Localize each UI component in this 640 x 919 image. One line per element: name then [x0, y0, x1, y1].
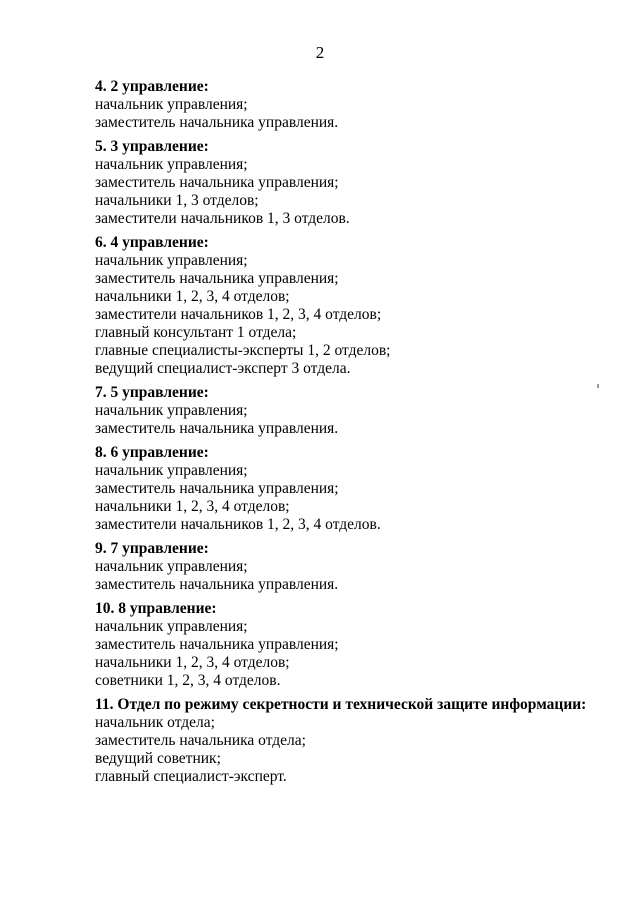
- section-9: [95, 540, 615, 594]
- section-heading: 7. 5 управление:: [95, 384, 209, 401]
- scan-mark: [597, 384, 599, 388]
- section-10: [95, 600, 615, 690]
- section-11: [95, 696, 615, 786]
- list-item: начальник управления;: [95, 96, 248, 113]
- page-number: 2: [315, 43, 325, 62]
- list-item: начальники 1, 3 отделов;: [95, 192, 259, 209]
- list-item: заместители начальников 1, 2, 3, 4 отделов;: [95, 306, 382, 323]
- list-item: начальник управления;: [95, 462, 248, 479]
- list-item: начальник управления;: [95, 402, 248, 419]
- list-item: заместители начальников 1, 3 отделов.: [95, 210, 350, 227]
- list-item: заместитель начальника управления;: [95, 174, 339, 191]
- section-heading: 10. 8 управление:: [95, 600, 217, 617]
- list-item: заместитель начальника управления.: [95, 114, 339, 131]
- list-item: заместитель начальника управления;: [95, 480, 339, 497]
- list-item: заместитель начальника управления.: [95, 576, 339, 593]
- list-item: главный консультант 1 отдела;: [95, 324, 297, 341]
- list-item: начальник управления;: [95, 558, 248, 575]
- list-item: ведущий специалист-эксперт 3 отдела.: [95, 360, 351, 377]
- section-heading: 5. 3 управление:: [95, 138, 209, 155]
- section-heading: 8. 6 управление:: [95, 444, 209, 461]
- list-item: ведущий советник;: [95, 750, 221, 767]
- section-heading: 4. 2 управление:: [95, 78, 209, 95]
- section-6: [95, 234, 615, 378]
- list-item: главный специалист-эксперт.: [95, 768, 287, 785]
- list-item: начальники 1, 2, 3, 4 отделов;: [95, 288, 290, 305]
- section-4: [95, 78, 615, 132]
- section-8: [95, 444, 615, 534]
- list-item: начальник управления;: [95, 252, 248, 269]
- list-item: советники 1, 2, 3, 4 отделов.: [95, 672, 281, 689]
- section-7: [95, 384, 615, 438]
- list-item: начальники 1, 2, 3, 4 отделов;: [95, 654, 290, 671]
- list-item: начальник отдела;: [95, 714, 215, 731]
- list-item: заместитель начальника отдела;: [95, 732, 306, 749]
- list-item: заместитель начальника управления;: [95, 270, 339, 287]
- list-item: начальники 1, 2, 3, 4 отделов;: [95, 498, 290, 515]
- list-item: заместители начальников 1, 2, 3, 4 отделов.: [95, 516, 381, 533]
- document-body: [95, 78, 615, 792]
- list-item: начальник управления;: [95, 156, 248, 173]
- list-item: начальник управления;: [95, 618, 248, 635]
- list-item: заместитель начальника управления.: [95, 420, 339, 437]
- section-heading: 11. Отдел по режиму секретности и технической защите информации:: [95, 696, 587, 713]
- section-heading: 6. 4 управление:: [95, 234, 209, 251]
- section-5: [95, 138, 615, 228]
- list-item: главные специалисты-эксперты 1, 2 отделов;: [95, 342, 391, 359]
- list-item: заместитель начальника управления;: [95, 636, 339, 653]
- section-heading: 9. 7 управление:: [95, 540, 209, 557]
